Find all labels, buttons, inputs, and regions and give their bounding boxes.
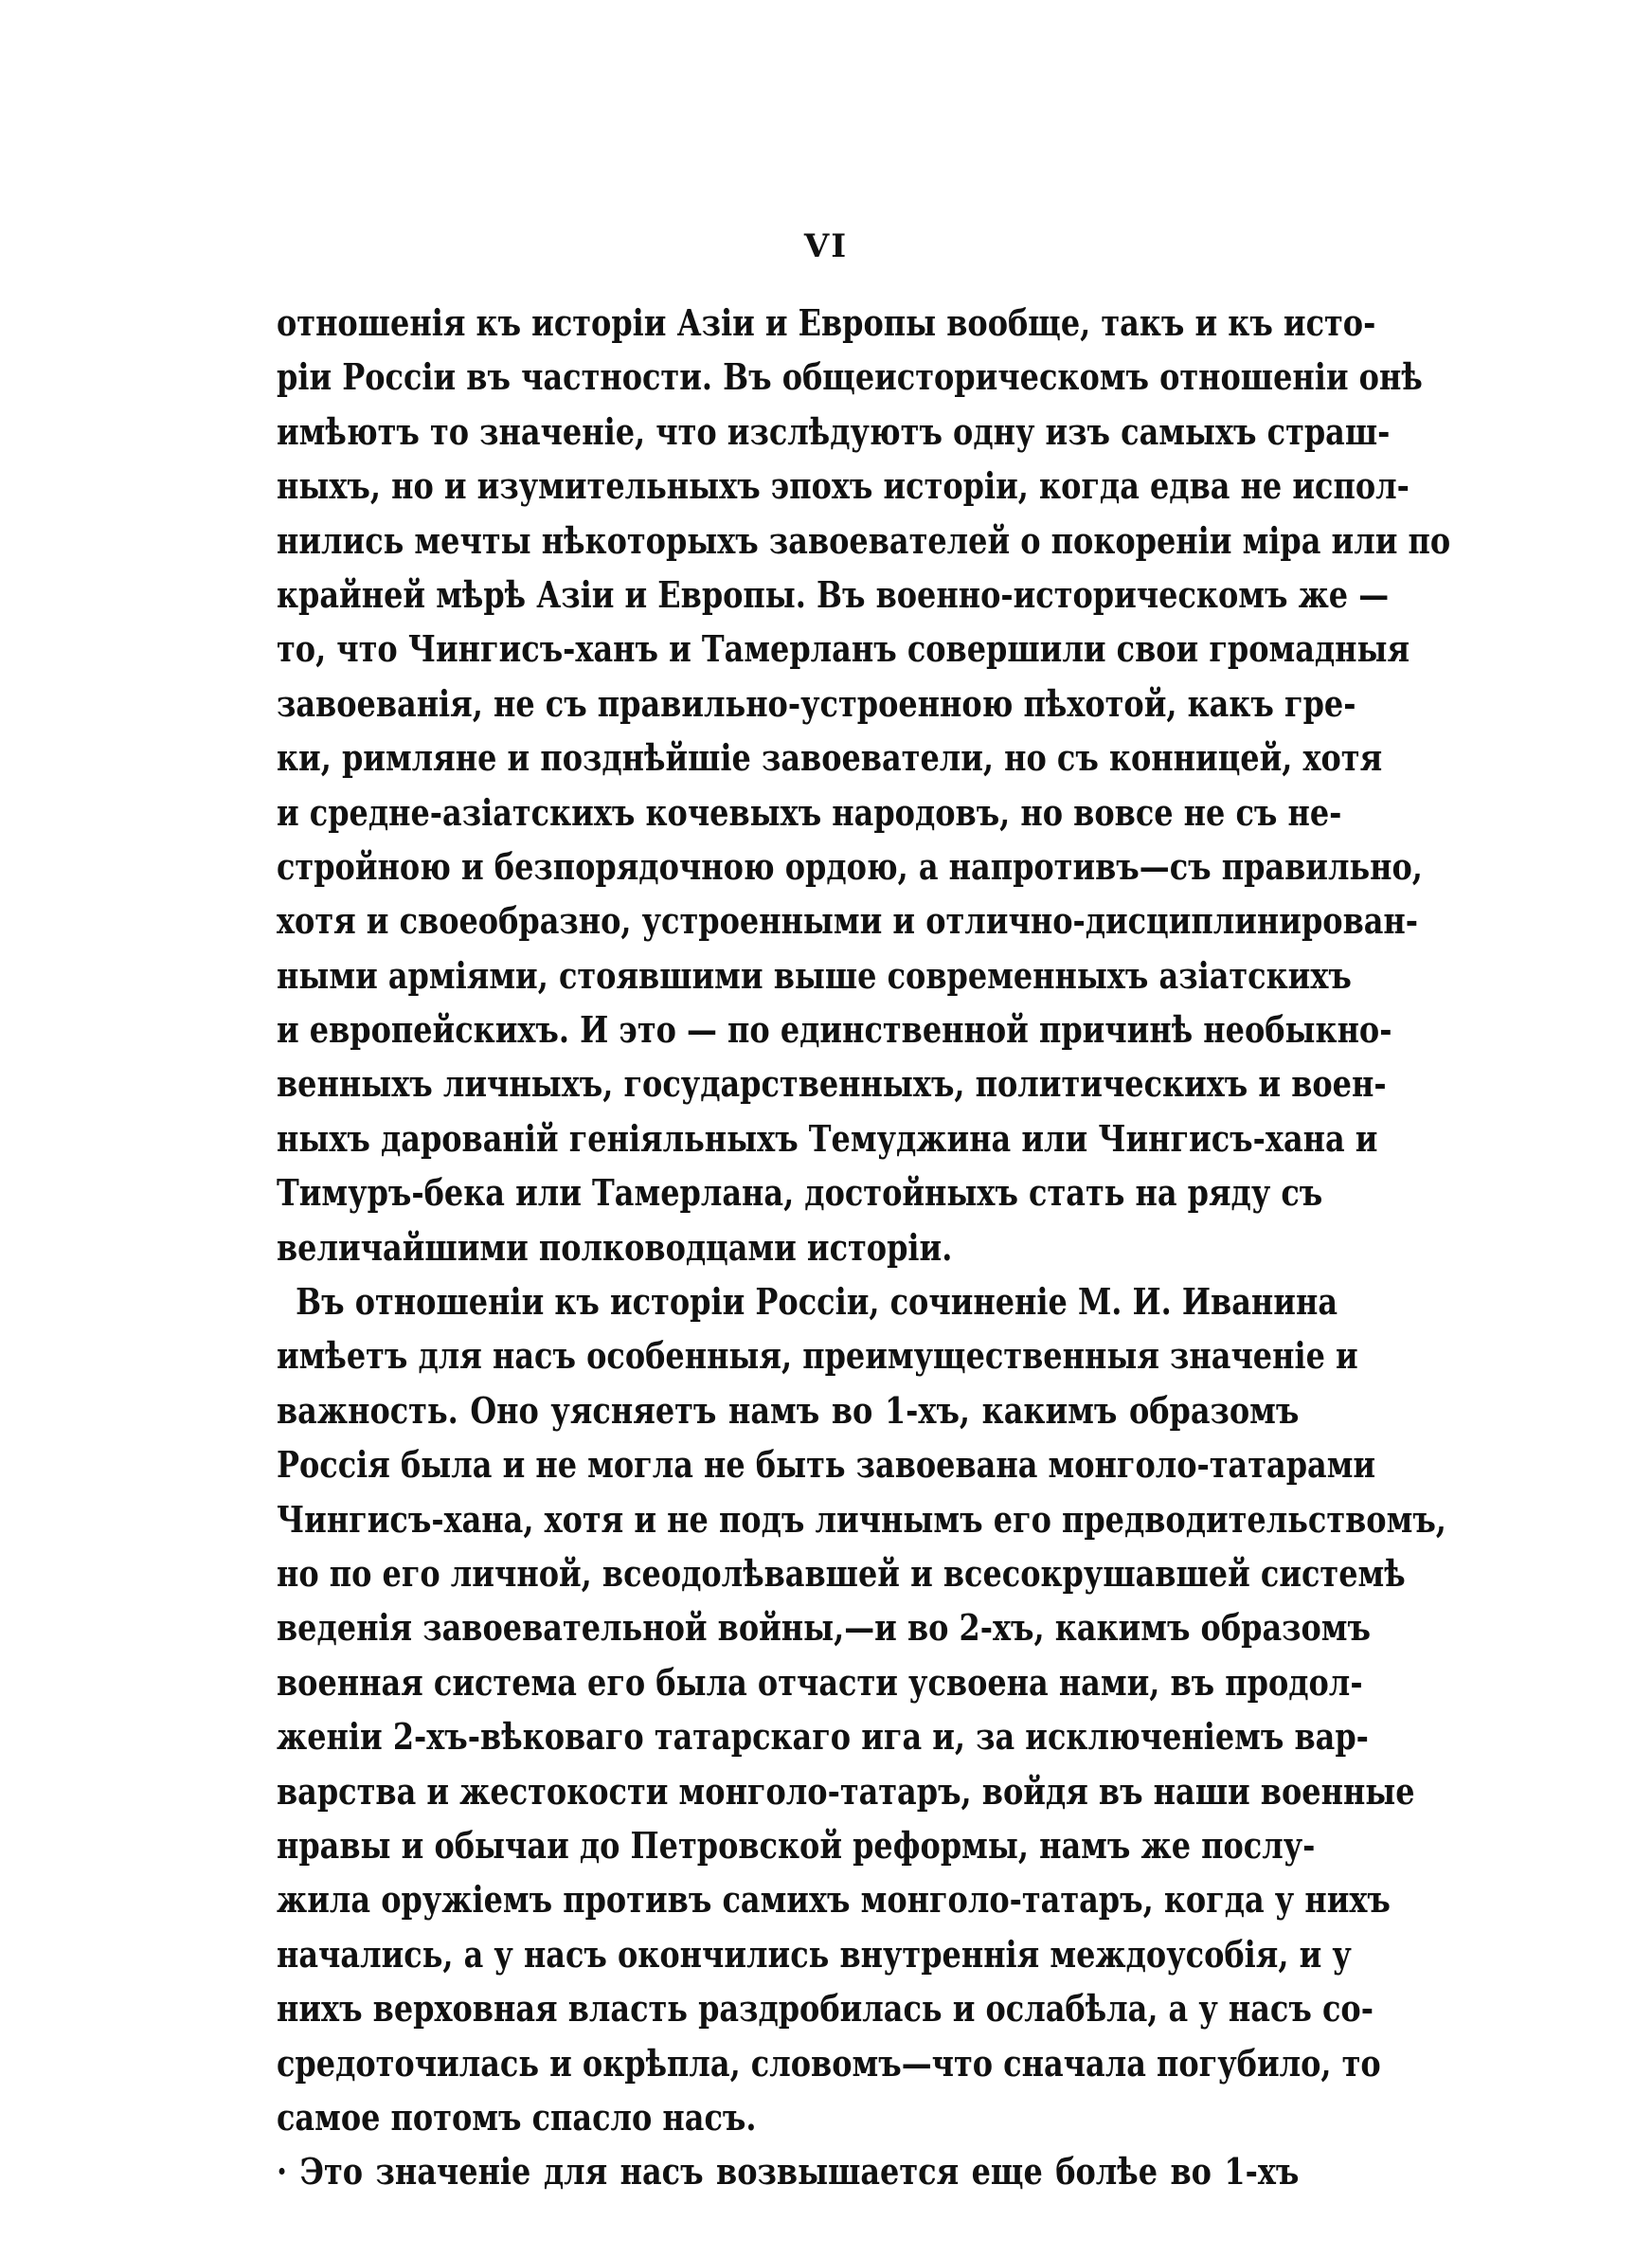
text-line: средоточилась и окрѣпла, словомъ—что сначала погубило, то	[277, 2041, 1381, 2085]
text-line: самое потомъ спасло насъ.	[277, 2095, 757, 2139]
text-line: отношенія къ исторіи Азіи и Европы вообще, такъ и къ исто-	[277, 301, 1376, 344]
text-line: Россія была и не могла не быть завоевана монголо-татарами	[277, 1443, 1376, 1487]
text-line: завоеванія, не съ правильно-устроенною пѣхотой, какъ гре-	[277, 681, 1356, 725]
page-number: VI	[803, 227, 849, 265]
text-line: · Это значеніе для насъ возвышается еще болѣе во 1-хъ	[277, 2150, 1300, 2194]
text-line: ныхъ, но и изумительныхъ эпохъ исторіи, когда едва не испол-	[277, 464, 1410, 508]
text-line: военная система его была отчасти усвоена нами, въ продол-	[277, 1660, 1363, 1704]
text-line: Чингисъ-хана, хотя и не подъ личнымъ его предводительствомъ,	[277, 1497, 1446, 1541]
text-line: Тимуръ-бека или Тамерлана, достойныхъ стать на ряду съ	[277, 1171, 1323, 1215]
text-line: ныхъ дарованій геніяльныхъ Темуджина или Чингисъ-хана и	[277, 1116, 1378, 1160]
text-line: веденія завоевательной войны,—и во 2-хъ, какимъ образомъ	[277, 1606, 1371, 1650]
text-line: но по его личной, всеодолѣвавшей и всесокрушавшей системѣ	[277, 1551, 1406, 1595]
text-line: и средне-азіатскихъ кочевыхъ народовъ, но вовсе не съ не-	[277, 790, 1342, 834]
text-line: женіи 2-хъ-вѣковаго татарскаго ига и, за исключеніемъ вар-	[277, 1715, 1369, 1759]
body-text	[277, 296, 1451, 2199]
text-line: ки, римляне и позднѣйшіе завоеватели, но съ конницей, хотя	[277, 736, 1383, 780]
text-line: хотя и своеобразно, устроенными и отлично-дисциплинирован-	[277, 899, 1419, 943]
text-line: нились мечты нѣкоторыхъ завоевателей о покореніи міра или по	[277, 518, 1451, 562]
text-line: имѣетъ для насъ особенныя, преимущественныя значеніе и	[277, 1334, 1358, 1378]
text-line: ными арміями, стоявшими выше современныхъ азіатскихъ	[277, 953, 1352, 997]
text-line: нихъ верховная власть раздробилась и ослабѣла, а у насъ со-	[277, 1987, 1374, 2031]
text-line: имѣютъ то значеніе, что изслѣдуютъ одну изъ самыхъ страш-	[277, 409, 1391, 453]
text-line: варства и жестокости монголо-татаръ, войдя въ наши военные	[277, 1769, 1415, 1813]
text-line: и европейскихъ. И это — по единственной причинѣ необыкно-	[277, 1008, 1392, 1052]
text-line: венныхъ личныхъ, государственныхъ, политическихъ и воен-	[277, 1062, 1387, 1106]
text-line: начались, а у насъ окончились внутреннія междоусобія, и у	[277, 1932, 1352, 1976]
text-line: стройною и безпорядочною ордою, а напротивъ—съ правильно,	[277, 844, 1423, 888]
text-line: важность. Оно уясняетъ намъ во 1-хъ, какимъ образомъ	[277, 1388, 1300, 1432]
text-line: Въ отношеніи къ исторіи Россіи, сочиненіе М. И. Иванина	[296, 1280, 1338, 1324]
text-line: нравы и обычаи до Петровской реформы, намъ же послу-	[277, 1823, 1316, 1867]
text-line: величайшими полководцами исторіи.	[277, 1225, 953, 1269]
text-line: то, что Чингисъ-ханъ и Тамерланъ совершили свои громадныя	[277, 627, 1410, 671]
text-line: жила оружіемъ противъ самихъ монголо-татаръ, когда у нихъ	[277, 1878, 1391, 1922]
text-line: крайней мѣрѣ Азіи и Европы. Въ военно-историческомъ же —	[277, 572, 1390, 616]
text-line: ріи Россіи въ частности. Въ общеисторическомъ отношеніи онѣ	[277, 355, 1423, 399]
